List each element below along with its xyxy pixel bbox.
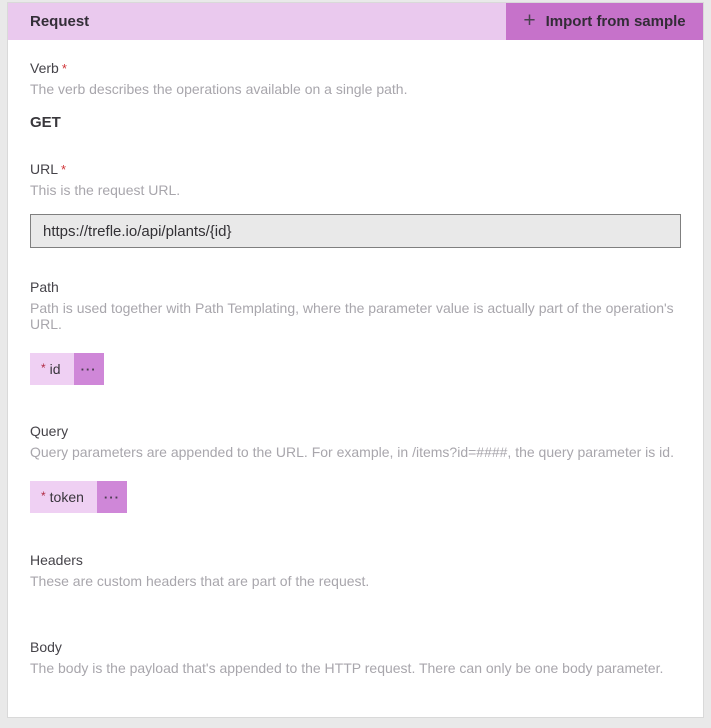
path-parameter-menu-button[interactable] (74, 353, 104, 385)
required-asterisk: * (61, 162, 67, 177)
query-parameters (30, 481, 681, 513)
verb-description: The verb describes the operations available on a single path. (30, 81, 408, 97)
body-section (30, 639, 681, 676)
path-description: Path is used together with Path Templating, where the parameter value is actually part of the operation's URL. (30, 300, 674, 332)
required-asterisk: * (41, 361, 46, 375)
panel-title: Request (30, 13, 90, 30)
headers-section (30, 552, 681, 589)
ellipsis-icon: ··· (103, 489, 120, 505)
url-description: This is the request URL. (30, 182, 181, 198)
query-section (30, 423, 681, 513)
verb-label: Verb * (30, 60, 67, 76)
path-label: Path (30, 279, 59, 295)
request-panel (7, 2, 704, 718)
path-parameter-chip-id[interactable] (30, 353, 104, 385)
path-parameters (30, 353, 681, 385)
required-asterisk: * (61, 61, 67, 76)
request-form (8, 40, 703, 676)
url-input[interactable] (30, 214, 681, 248)
headers-description: These are custom headers that are part of the request. (30, 573, 370, 589)
required-asterisk: * (41, 489, 46, 503)
body-description: The body is the payload that's appended to the HTTP request. There can only be one body parameter. (30, 660, 664, 676)
path-section (30, 279, 681, 385)
query-description: Query parameters are appended to the URL. For example, in /items?id=####, the query parameter is id. (30, 444, 674, 460)
verb-section (30, 60, 681, 131)
request-header (8, 3, 703, 40)
import-from-sample-label: Import from sample (545, 13, 686, 30)
query-label: Query (30, 423, 69, 439)
verb-value: GET (30, 114, 61, 131)
plus-icon: + (523, 9, 536, 32)
url-label: URL * (30, 161, 67, 177)
body-label: Body (30, 639, 62, 655)
url-section (30, 161, 681, 248)
headers-label: Headers (30, 552, 83, 568)
query-parameter-name[interactable]: * token (30, 481, 97, 513)
path-parameter-name[interactable]: * id (30, 353, 74, 385)
query-parameter-menu-button[interactable] (97, 481, 127, 513)
import-from-sample-button[interactable] (506, 3, 703, 40)
query-parameter-chip-token[interactable] (30, 481, 127, 513)
ellipsis-icon: ··· (80, 361, 97, 377)
